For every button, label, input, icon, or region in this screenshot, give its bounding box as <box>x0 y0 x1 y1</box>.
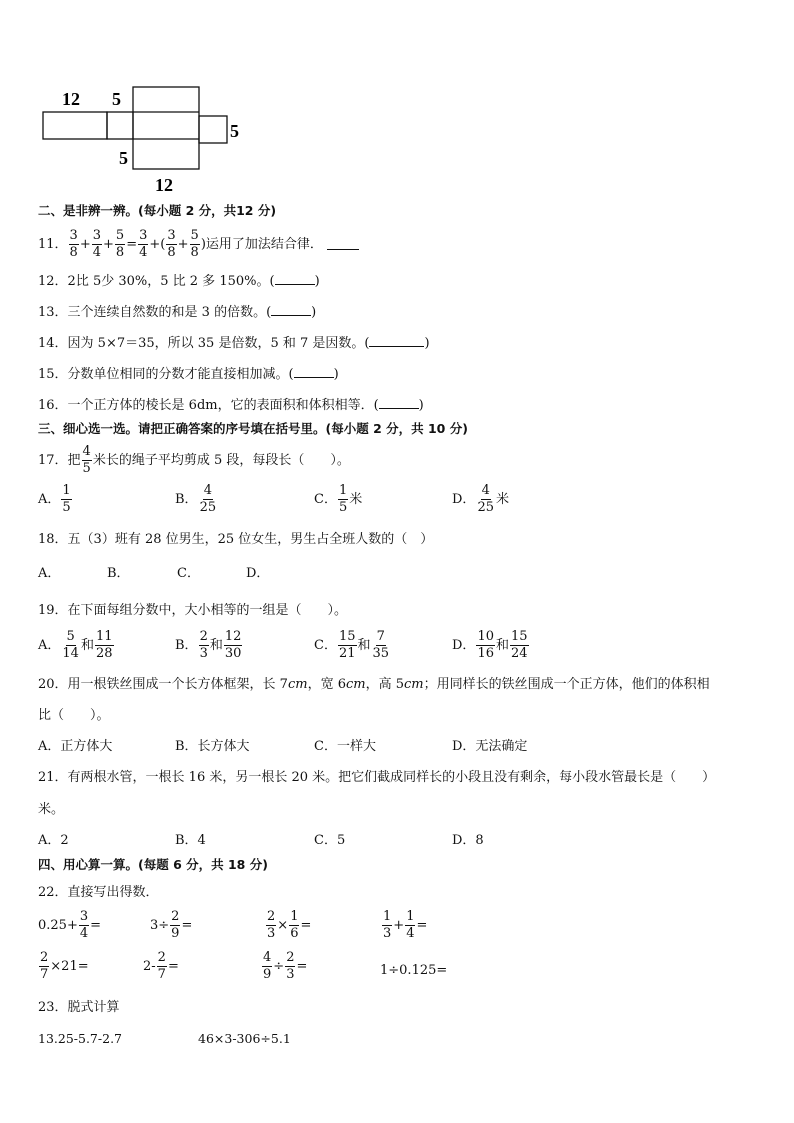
mental-calc-3: $\frac{2}{3}$ × $\frac{1}{6}$ = <box>267 909 312 941</box>
q18-option-d[interactable]: D． <box>246 566 270 581</box>
answer-blank[interactable] <box>294 366 334 378</box>
q18-option-c[interactable]: C． <box>177 566 200 581</box>
cuboid-net-figure <box>35 84 265 196</box>
question-19: 19．在下面每组分数中，大小相等的一组是（ ）。 <box>38 603 348 618</box>
fraction: $\frac{5}{8}$ <box>115 228 125 260</box>
section-3-title: 三、细心选一选。请把正确答案的序号填在括号里。(每小题 2 分，共 10 分) <box>38 421 468 436</box>
q11-number: 11． <box>38 236 68 252</box>
q18-option-a[interactable]: A． <box>38 566 61 581</box>
question-13: 13．三个连续自然数的和是 3 的倍数。( ) <box>38 305 317 320</box>
q20-option-b[interactable]: B．长方体大 <box>175 739 250 754</box>
q20-option-c[interactable]: C．一样大 <box>314 739 376 754</box>
mental-calc-4: $\frac{1}{3}$ + $\frac{1}{4}$ = <box>383 909 428 941</box>
mental-calc-5: $\frac{2}{7}$ ×21= <box>40 950 89 982</box>
question-17: 17．把 $\frac{4}{5}$ 米长的绳子平均剪成 5 段，每段长（ ）。 <box>38 444 350 476</box>
question-12: 12．2比 5少 30%，5 比 2 多 150%。( ) <box>38 274 320 289</box>
net-label-bottom-12: 12 <box>155 175 173 195</box>
mental-calc-8: 1÷0.125= <box>380 963 448 978</box>
q17-option-c[interactable]: C． $\frac{1}{5}$ 米 <box>314 483 363 515</box>
q20-option-a[interactable]: A．正方体大 <box>38 739 113 754</box>
answer-blank[interactable] <box>327 238 359 250</box>
q17-option-a[interactable]: A． $\frac{1}{5}$ <box>38 483 71 515</box>
question-23-title: 23．脱式计算 <box>38 1000 120 1015</box>
question-15: 15．分数单位相同的分数才能直接相加减。( ) <box>38 367 339 382</box>
answer-blank[interactable] <box>369 335 424 347</box>
net-label-right-5: 5 <box>230 121 239 141</box>
question-20-line-2: 比（ ）。 <box>38 708 110 723</box>
q19-option-c[interactable]: C． $\frac{15}{21}$ 和 $\frac{7}{35}$ <box>314 629 390 661</box>
q19-option-b[interactable]: B． $\frac{2}{3}$ 和 $\frac{12}{30}$ <box>175 629 242 661</box>
q21-option-a[interactable]: A．2 <box>38 833 69 848</box>
question-11: 11． $\frac{3}{8}$ + $\frac{3}{4}$ + $\frac{5}{8}$ = $\frac{3}{4}$ +( $\frac{3}{8}$ + $\frac{5}{8}$ )运用了加法结合律． <box>38 229 359 259</box>
question-14: 14．因为 5×7＝35，所以 35 是倍数，5 和 7 是因数。( ) <box>38 336 430 351</box>
q21-option-d[interactable]: D．8 <box>452 833 484 848</box>
mental-calc-7: $\frac{4}{9}$ ÷ $\frac{2}{3}$ = <box>263 950 308 982</box>
mental-calc-2: 3÷ $\frac{2}{9}$ = <box>150 909 193 941</box>
fraction: $\frac{3}{8}$ <box>69 228 78 260</box>
fraction: $\frac{3}{4}$ <box>92 228 102 260</box>
mental-calc-1: 0.25+ $\frac{3}{4}$ = <box>38 909 102 941</box>
question-22-title: 22．直接写出得数． <box>38 885 159 900</box>
q21-option-c[interactable]: C．5 <box>314 833 346 848</box>
calc-expression-1: 13.25-5.7-2.7 <box>38 1031 122 1046</box>
question-16: 16．一个正方体的棱长是 6dm，它的表面积和体积相等．( ) <box>38 398 424 413</box>
calc-expression-2: 46×3-306÷5.1 <box>198 1031 291 1046</box>
question-18: 18．五（3）班有 28 位男生，25 位女生，男生占全班人数的（ ） <box>38 532 434 547</box>
answer-blank[interactable] <box>275 273 315 285</box>
question-21-line-1: 21．有两根水管，一根长 16 米，另一根长 20 米。把它们截成同样长的小段且没有剩余，每小段水管最长是（ ） <box>38 770 716 785</box>
answer-blank[interactable] <box>379 397 419 409</box>
q17-option-d[interactable]: D． $\frac{4}{25}$ 米 <box>452 483 509 515</box>
fraction: $\frac{3}{8}$ <box>167 228 176 260</box>
mental-calc-6: 2- $\frac{2}{7}$ = <box>143 950 179 982</box>
q18-option-b[interactable]: B． <box>107 566 130 581</box>
q19-option-a[interactable]: A． $\frac{5}{14}$ 和 $\frac{11}{28}$ <box>38 629 113 661</box>
question-21-line-2: 米。 <box>38 802 65 817</box>
fraction: $\frac{4}{5}$ <box>82 444 91 476</box>
question-20-line-1: 20．用一根铁丝围成一个长方体框架，长 7cm，宽 6cm，高 5cm；用同样长的铁丝围成一个正方体，他们的体积相 <box>38 677 710 692</box>
net-label-top-5: 5 <box>112 89 121 109</box>
fraction: $\frac{5}{8}$ <box>190 228 199 260</box>
net-label-top-12: 12 <box>62 89 80 109</box>
net-label-bottom-5: 5 <box>119 148 128 168</box>
answer-blank[interactable] <box>271 304 311 316</box>
q17-option-b[interactable]: B． $\frac{4}{25}$ <box>175 483 217 515</box>
q20-option-d[interactable]: D．无法确定 <box>452 739 528 754</box>
fraction: $\frac{3}{4}$ <box>139 228 148 260</box>
section-2-title: 二、是非辨一辨。(每小题 2 分，共12 分) <box>38 203 277 218</box>
q19-option-d[interactable]: D． $\frac{10}{16}$ 和 $\frac{15}{24}$ <box>452 629 528 661</box>
q21-option-b[interactable]: B．4 <box>175 833 206 848</box>
section-4-title: 四、用心算一算。(每题 6 分，共 18 分) <box>38 857 268 872</box>
